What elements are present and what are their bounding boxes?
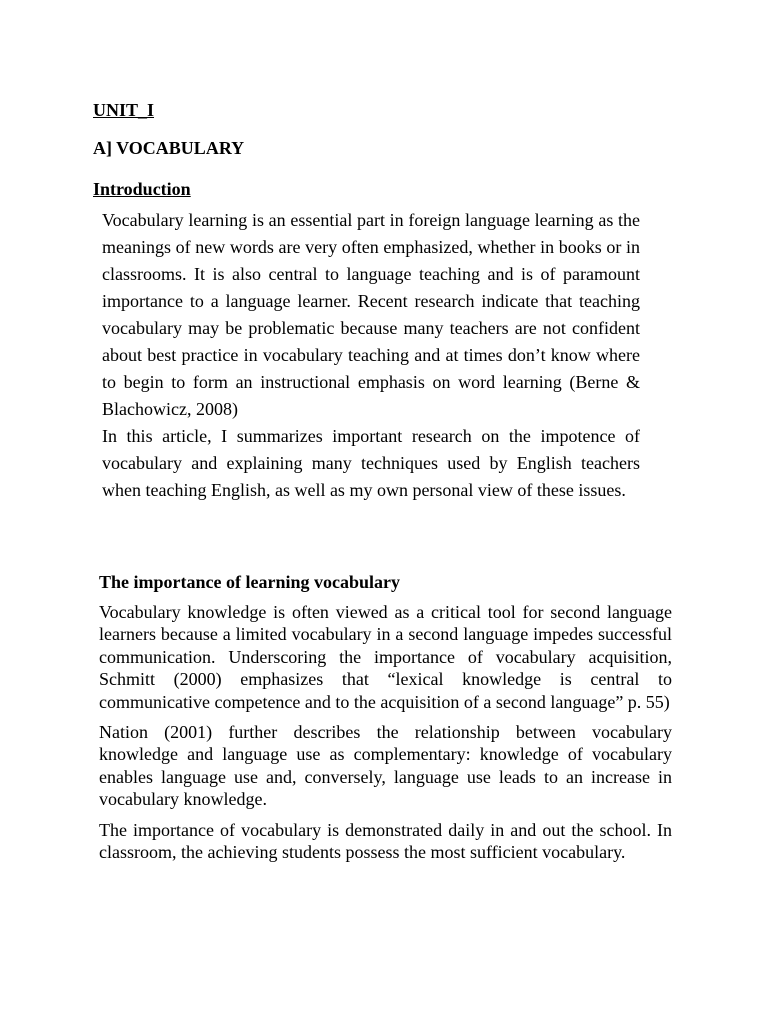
importance-paragraph: Nation (2001) further describes the relationship between vocabulary knowledge and language use as complementary: knowledge of vocabulary enables language use and, conversely, language use leads to an increase in vocabulary knowledge. (99, 722, 672, 810)
importance-paragraph: Vocabulary knowledge is often viewed as a critical tool for second language learners because a limited vocabulary in a second language impedes successful communication. Underscoring the importance of vocabulary acquisition, Schmitt (2000) emphasizes that “lexical knowledge is central to communicative competence and to the acquisition of a second language” p. 55) (99, 602, 672, 712)
unit-title: UNIT_I (93, 100, 155, 120)
introduction-body (102, 207, 640, 504)
importance-body (99, 601, 672, 871)
section-title: A] VOCABULARY (93, 138, 245, 158)
introduction-paragraph: Vocabulary learning is an essential part in foreign language learning as the meanings of new words are very often emphasized, whether in books or in classrooms. It is also central to language teaching and is of paramount importance to a language learner. Recent research indicate that teaching vocabulary may be problematic because many teachers are not confident about best practice in vocabulary teaching and at times don’t know where to begin to form an instructional emphasis on word learning (Berne & Blachowicz, 2008) (102, 210, 640, 419)
introduction-paragraph: In this article, I summarizes important research on the impotence of vocabulary and explaining many techniques used by English teachers when teaching English, as well as my own personal view of these issues. (102, 426, 640, 500)
introduction-heading: Introduction (93, 179, 191, 199)
importance-heading: The importance of learning vocabulary (99, 572, 400, 592)
importance-paragraph: The importance of vocabulary is demonstrated daily in and out the school. In classroom, the achieving students possess the most sufficient vocabulary. (99, 819, 672, 863)
